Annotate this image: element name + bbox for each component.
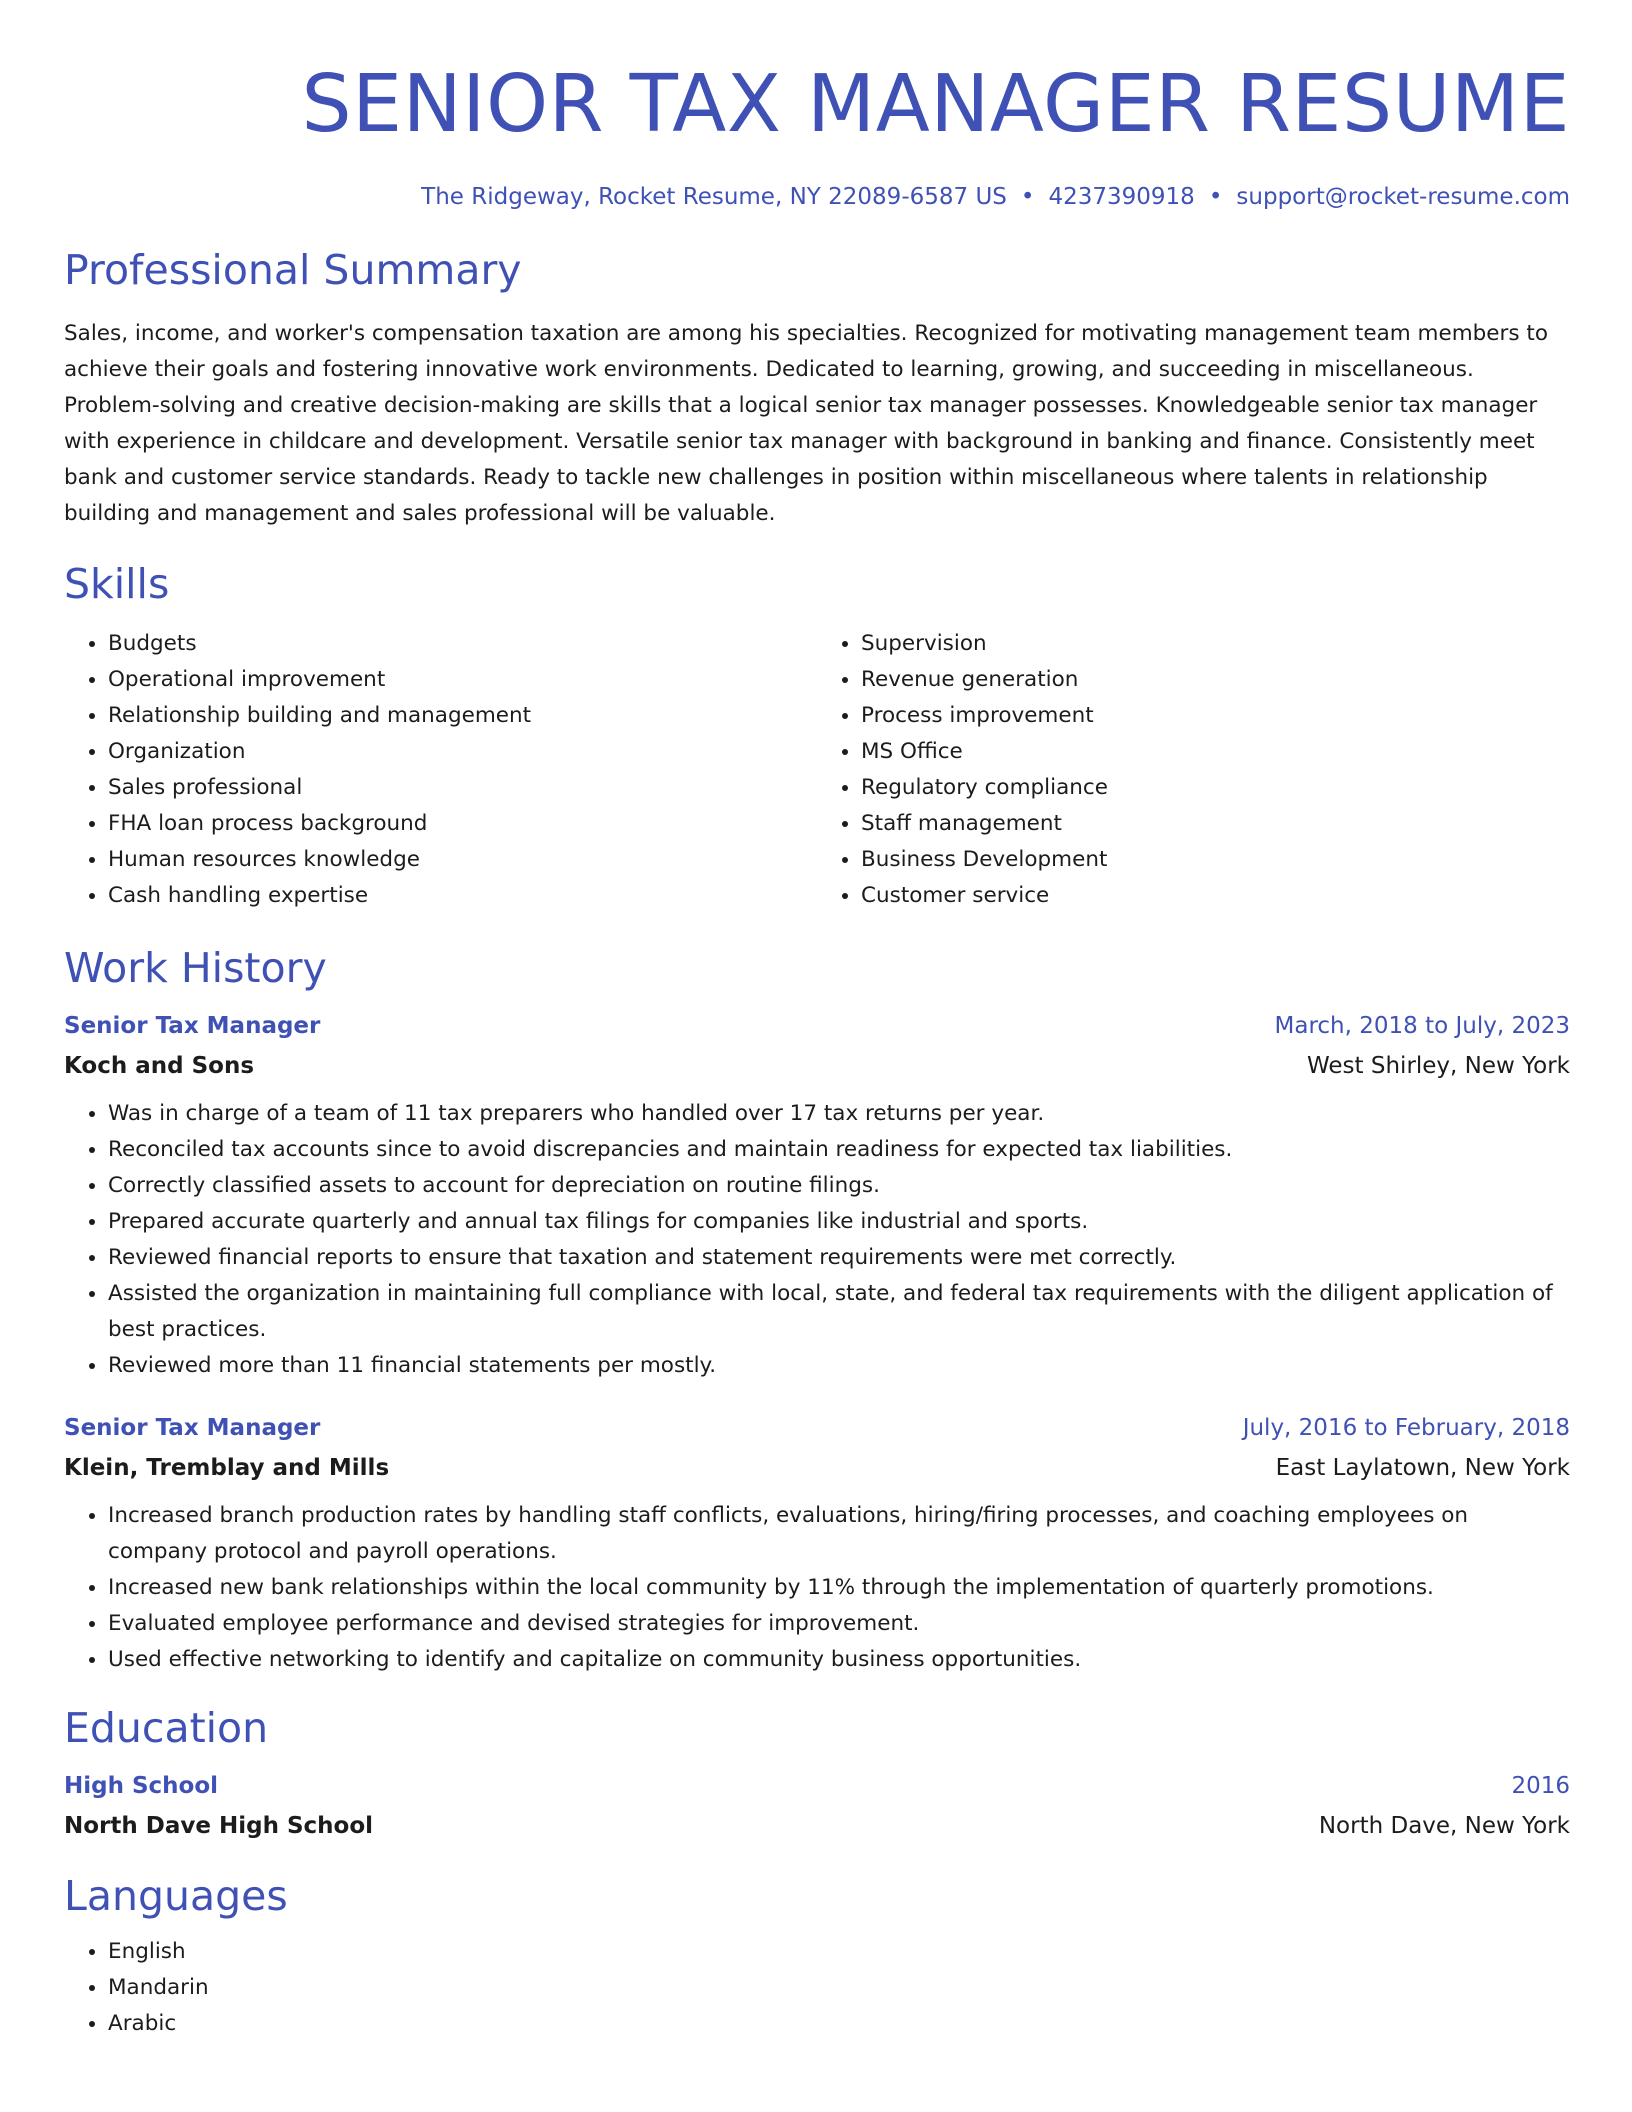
skill-item: • Regulatory compliance	[861, 770, 1570, 806]
skills-right-list	[817, 626, 1570, 914]
skill-item: • Supervision	[861, 626, 1570, 662]
summary-heading: Professional Summary	[64, 246, 522, 294]
job-bullet: • Prepared accurate quarterly and annual tax filings for companies like industrial and sports.	[108, 1204, 1570, 1240]
skills-left-list	[64, 626, 817, 914]
job-bullet: • Increased new bank relationships within the local community by 11% through the implementation of quarterly promotions.	[108, 1570, 1570, 1606]
contact-line	[64, 180, 1570, 214]
job-dates: July, 2016 to February, 2018	[1242, 1415, 1570, 1441]
job-bullet: • Correctly classified assets to account for depreciation on routine filings.	[108, 1168, 1570, 1204]
job-header-row	[64, 1006, 1570, 1046]
job-entry	[64, 1006, 1570, 1384]
job-bullet: • Assisted the organization in maintaining full compliance with local, state, and federal tax requirements with the diligent application of best practices.	[108, 1276, 1570, 1348]
job-bullet: • Reconciled tax accounts since to avoid discrepancies and maintain readiness for expected tax liabilities.	[108, 1132, 1570, 1168]
skills-section	[64, 556, 1570, 914]
contact-separator: •	[1020, 184, 1035, 210]
education-location: North Dave, New York	[1318, 1813, 1570, 1839]
skill-item: • Sales professional	[108, 770, 817, 806]
job-bullet: • Reviewed more than 11 financial statements per mostly.	[108, 1348, 1570, 1384]
education-year: 2016	[1511, 1773, 1570, 1799]
education-section	[64, 1700, 1570, 1846]
skill-item: • Relationship building and management	[108, 698, 817, 734]
job-header-row	[64, 1408, 1570, 1448]
job-bullets	[64, 1498, 1570, 1678]
job-title: Senior Tax Manager	[64, 1415, 321, 1441]
skill-item: • Cash handling expertise	[108, 878, 817, 914]
languages-list	[64, 1934, 1570, 2042]
work-section	[64, 940, 1570, 1678]
skill-item: • Business Development	[861, 842, 1570, 878]
skill-item: • Customer service	[861, 878, 1570, 914]
education-header-row	[64, 1766, 1570, 1806]
education-entry	[64, 1766, 1570, 1846]
skill-item: • Staff management	[861, 806, 1570, 842]
job-company-row	[64, 1448, 1570, 1488]
education-heading: Education	[64, 1704, 269, 1752]
language-item: • Arabic	[108, 2006, 1570, 2042]
languages-section	[64, 1868, 1570, 2042]
skills-heading: Skills	[64, 560, 170, 608]
resume-title: SENIOR TAX MANAGER RESUME	[301, 58, 1570, 150]
job-bullet: • Evaluated employee performance and devised strategies for improvement.	[108, 1606, 1570, 1642]
work-heading: Work History	[64, 944, 327, 992]
skill-item: • Process improvement	[861, 698, 1570, 734]
job-company: Koch and Sons	[64, 1053, 255, 1079]
language-item: • Mandarin	[108, 1970, 1570, 2006]
summary-text: Sales, income, and worker's compensation taxation are among his specialties. Recognized for motivating management team members to achieve their goals and fostering innovative work environments. Dedicated to learning, growing, and succeeding in miscellaneous. Problem-solving and creative decision-making are skills that a logical senior tax manager possesses. Knowledgeable senior tax manager with experience in childcare and development. Versatile senior tax manager with background in banking and finance. Consistently meet bank and customer service standards. Ready to tackle new challenges in position within miscellaneous where talents in relationship building and management and sales professional will be valuable.	[64, 321, 1548, 526]
skill-item: • Budgets	[108, 626, 817, 662]
job-company: Klein, Tremblay and Mills	[64, 1455, 390, 1481]
skill-item: • FHA loan process background	[108, 806, 817, 842]
languages-heading: Languages	[64, 1872, 288, 1920]
language-item: • English	[108, 1934, 1570, 1970]
job-bullets	[64, 1096, 1570, 1384]
job-company-row	[64, 1046, 1570, 1086]
summary-section	[64, 242, 1570, 532]
education-degree: High School	[64, 1773, 219, 1799]
job-bullet: • Reviewed financial reports to ensure that taxation and statement requirements were met correctly.	[108, 1240, 1570, 1276]
job-bullet: • Was in charge of a team of 11 tax preparers who handled over 17 tax returns per year.	[108, 1096, 1570, 1132]
job-location: West Shirley, New York	[1307, 1053, 1570, 1079]
contact-phone: 4237390918	[1048, 184, 1195, 210]
job-dates: March, 2018 to July, 2023	[1274, 1013, 1570, 1039]
job-title: Senior Tax Manager	[64, 1013, 321, 1039]
skill-item: • Organization	[108, 734, 817, 770]
skill-item: • Revenue generation	[861, 662, 1570, 698]
job-entry	[64, 1408, 1570, 1678]
skill-item: • Human resources knowledge	[108, 842, 817, 878]
job-bullet: • Increased branch production rates by handling staff conflicts, evaluations, hiring/firing processes, and coaching employees on company protocol and payroll operations.	[108, 1498, 1570, 1570]
job-location: East Laylatown, New York	[1275, 1455, 1570, 1481]
skill-item: • Operational improvement	[108, 662, 817, 698]
skill-item: • MS Office	[861, 734, 1570, 770]
contact-email: support@rocket-resume.com	[1236, 184, 1570, 210]
education-school-row	[64, 1806, 1570, 1846]
job-bullet: • Used effective networking to identify and capitalize on community business opportunities.	[108, 1642, 1570, 1678]
contact-separator: •	[1208, 184, 1223, 210]
skills-columns	[64, 626, 1570, 914]
education-school: North Dave High School	[64, 1813, 374, 1839]
contact-address: The Ridgeway, Rocket Resume, NY 22089-6587 US	[421, 184, 1007, 210]
